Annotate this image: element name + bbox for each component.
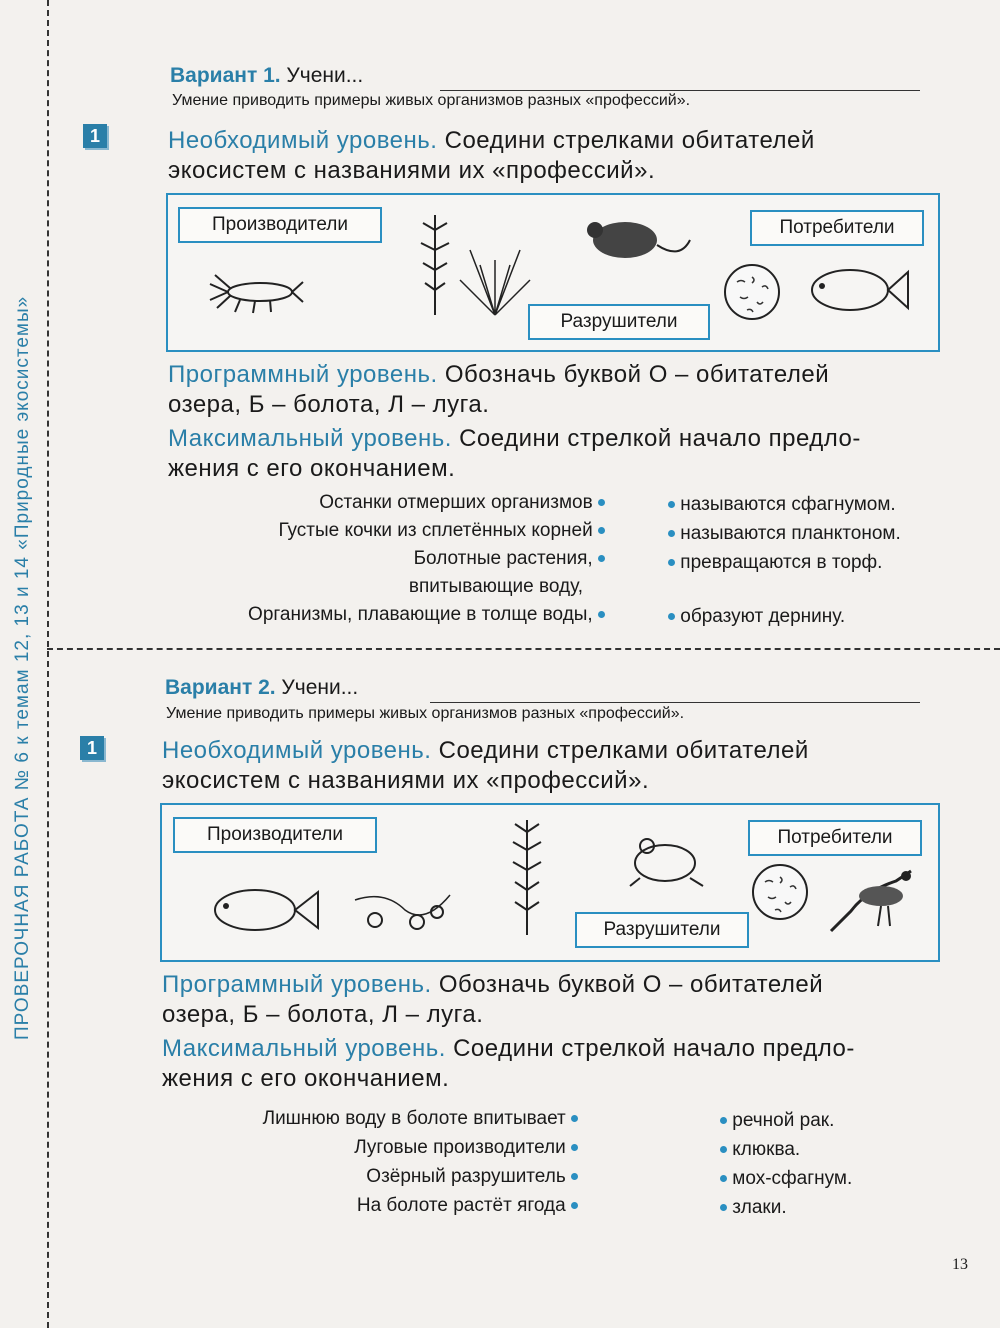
variant2-header bbox=[165, 676, 358, 700]
connector-dot[interactable] bbox=[668, 530, 675, 537]
variant2-right-item: мох-сфагнум. bbox=[732, 1168, 853, 1189]
connector-dot[interactable] bbox=[668, 613, 675, 620]
connector-dot[interactable] bbox=[571, 1173, 578, 1180]
variant2-left-item: Луговые производители bbox=[354, 1137, 566, 1158]
variant2-left-items bbox=[263, 1108, 578, 1224]
crayfish-icon[interactable] bbox=[205, 270, 305, 315]
variant1-task1-text-b: экосистем с названиями их «профессий». bbox=[168, 157, 656, 184]
variant2-right-item: речной рак. bbox=[732, 1110, 835, 1131]
variant2-task3 bbox=[162, 1034, 942, 1094]
frog-icon[interactable] bbox=[625, 828, 705, 888]
variant2-right-item: клюква. bbox=[732, 1139, 801, 1160]
variant1-right-item: называются сфагнумом. bbox=[680, 494, 896, 515]
connector-dot[interactable] bbox=[598, 555, 605, 562]
vertical-cut-line bbox=[47, 0, 49, 1328]
sedge-plant-icon[interactable] bbox=[460, 240, 530, 315]
variant1-task2-text-a: Обозначь буквой О – обитателей bbox=[444, 361, 830, 388]
variant2-task3-level: Максимальный уровень. bbox=[162, 1035, 446, 1062]
horizontal-cut-line bbox=[47, 648, 1000, 650]
variant1-left-item: Останки отмерших организмов bbox=[319, 492, 593, 513]
variant1-label-producers[interactable]: Производители bbox=[178, 207, 382, 243]
variant1-right-item: образуют дернину. bbox=[680, 606, 846, 627]
variant1-student-label: Учени... bbox=[286, 64, 364, 87]
connector-dot[interactable] bbox=[598, 611, 605, 618]
connector-dot[interactable] bbox=[720, 1204, 727, 1211]
variant1-task3-text-b: жения с его окончанием. bbox=[168, 455, 456, 482]
side-title-text: ПРОВЕРОЧНАЯ РАБОТА № 6 к темам 12, 13 и 14 «Природные экосистемы» bbox=[12, 295, 33, 1040]
variant1-task1-level: Необходимый уровень. bbox=[168, 127, 438, 154]
variant1-right-item: превращаются в торф. bbox=[680, 552, 883, 573]
connector-dot[interactable] bbox=[720, 1175, 727, 1182]
connector-dot[interactable] bbox=[720, 1117, 727, 1124]
variant2-task1-text-a: Соедини стрелками обитателей bbox=[438, 737, 809, 764]
variant2-skill: Умение приводить примеры живых организмов разных «профессий». bbox=[166, 705, 685, 722]
variant2-title: Вариант 2. bbox=[165, 676, 276, 699]
variant1-task2-level: Программный уровень. bbox=[168, 361, 438, 388]
side-title bbox=[10, 220, 50, 1040]
variant2-name-line[interactable] bbox=[430, 702, 920, 703]
wagtail-bird-icon[interactable] bbox=[826, 866, 921, 936]
microbes-circle-icon[interactable] bbox=[750, 862, 810, 922]
variant1-left-item: Организмы, плавающие в толще воды, bbox=[248, 604, 593, 625]
variant1-left-item: Болотные растения, bbox=[413, 548, 593, 569]
variant1-task3-level: Максимальный уровень. bbox=[168, 425, 452, 452]
variant1-label-decomposers[interactable]: Разрушители bbox=[528, 304, 710, 340]
variant2-student-label: Учени... bbox=[281, 676, 359, 699]
sphagnum-moss-icon[interactable] bbox=[505, 820, 550, 935]
variant1-left-item: Густые кочки из сплетённых корней bbox=[278, 520, 593, 541]
variant2-task2-text-a: Обозначь буквой О – обитателей bbox=[438, 971, 824, 998]
variant1-name-line[interactable] bbox=[440, 90, 920, 91]
microbes-circle-icon[interactable] bbox=[722, 262, 782, 322]
connector-dot[interactable] bbox=[571, 1115, 578, 1122]
variant1-task-number: 1 bbox=[83, 124, 107, 148]
variant2-task-number: 1 bbox=[80, 736, 104, 760]
variant2-right-item: злаки. bbox=[732, 1197, 787, 1218]
variant2-label-decomposers[interactable]: Разрушители bbox=[575, 912, 749, 948]
variant2-label-producers[interactable]: Производители bbox=[173, 817, 377, 853]
variant1-title: Вариант 1. bbox=[170, 64, 281, 87]
variant1-task3-text-a: Соедини стрелкой начало предло- bbox=[459, 425, 861, 452]
variant2-left-item: Озёрный разрушитель bbox=[366, 1166, 566, 1187]
variant2-task2-text-b: озера, Б – болота, Л – луга. bbox=[162, 1001, 484, 1028]
variant1-right-item: называются планктоном. bbox=[680, 523, 901, 544]
connector-dot[interactable] bbox=[668, 501, 675, 508]
connector-dot[interactable] bbox=[598, 499, 605, 506]
variant1-right-items bbox=[668, 494, 901, 635]
variant1-left-items bbox=[248, 492, 605, 632]
fish-icon[interactable] bbox=[808, 262, 908, 317]
connector-dot[interactable] bbox=[720, 1146, 727, 1153]
variant1-task3 bbox=[168, 424, 948, 484]
cranberry-icon[interactable] bbox=[355, 870, 455, 935]
variant1-task2-text-b: озера, Б – болота, Л – луга. bbox=[168, 391, 490, 418]
variant2-label-consumers[interactable]: Потребители bbox=[748, 820, 922, 856]
variant2-task2-level: Программный уровень. bbox=[162, 971, 432, 998]
variant1-left-item-cont: впитывающие воду, bbox=[408, 576, 583, 597]
page-number: 13 bbox=[952, 1256, 968, 1273]
connector-dot[interactable] bbox=[571, 1144, 578, 1151]
connector-dot[interactable] bbox=[598, 527, 605, 534]
variant2-task3-text-b: жения с его окончанием. bbox=[162, 1065, 450, 1092]
variant1-skill: Умение приводить примеры живых организмов разных «профессий». bbox=[172, 92, 691, 109]
connector-dot[interactable] bbox=[571, 1202, 578, 1209]
variant1-header bbox=[170, 64, 363, 88]
variant1-label-consumers[interactable]: Потребители bbox=[750, 210, 924, 246]
variant1-task1-text-a: Соедини стрелками обитателей bbox=[444, 127, 815, 154]
variant1-task2 bbox=[168, 360, 948, 420]
variant2-task3-text-a: Соедини стрелкой начало предло- bbox=[453, 1035, 855, 1062]
variant2-left-item: Лишнюю воду в болоте впитывает bbox=[262, 1108, 566, 1129]
fish-icon[interactable] bbox=[210, 882, 320, 937]
mouse-icon[interactable] bbox=[580, 210, 690, 270]
variant2-left-item: На болоте растёт ягода bbox=[356, 1195, 566, 1216]
variant2-task1 bbox=[162, 736, 942, 796]
variant2-task1-text-b: экосистем с названиями их «профессий». bbox=[162, 767, 650, 794]
variant2-right-items bbox=[720, 1110, 852, 1226]
variant1-task1 bbox=[168, 126, 948, 186]
aquatic-plant-icon[interactable] bbox=[415, 215, 455, 315]
variant2-task2 bbox=[162, 970, 942, 1030]
connector-dot[interactable] bbox=[668, 559, 675, 566]
variant2-task1-level: Необходимый уровень. bbox=[162, 737, 432, 764]
